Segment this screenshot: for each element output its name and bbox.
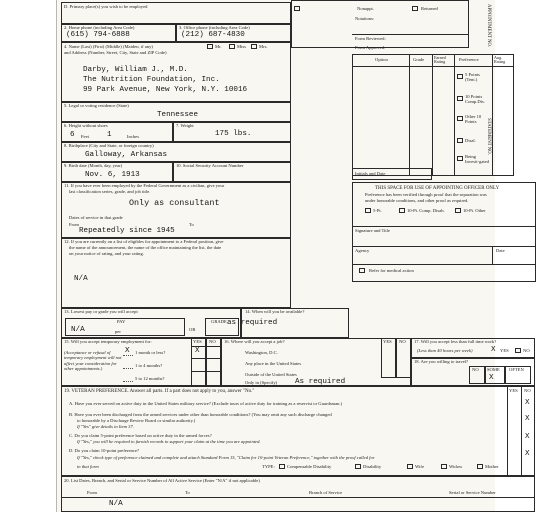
mrs-label: Miss <box>237 44 246 49</box>
height-inches-value: 1 <box>107 131 112 139</box>
item-20-branch: Branch of Service <box>309 490 343 495</box>
type-label: TYPE: <box>262 464 275 469</box>
returned-checkbox[interactable] <box>412 6 418 11</box>
col-option-label: Option <box>375 57 388 62</box>
form-approved-label: Form Approved: <box>355 45 386 50</box>
notations-label: Notations: <box>355 16 375 21</box>
item-15-mark: X <box>125 347 130 355</box>
item-17-mark: X <box>491 346 496 354</box>
type-mother-checkbox[interactable] <box>477 464 483 469</box>
application-form-page <box>56 0 531 512</box>
item-12-label-1: 12. If you are currently on a list of eligibles for appointment to a Federal position, give <box>64 239 224 244</box>
to-label: To <box>189 222 194 227</box>
item-11-label-2: last classification series, grade, and job title. <box>69 189 151 194</box>
item-14-label: 14. When will you be available? <box>245 309 305 314</box>
appointing-line-2: under honorable conditions, and other proof as required. <box>365 198 469 203</box>
item-15-row-rule-2 <box>191 358 221 359</box>
rating-table-header-rule <box>352 66 514 67</box>
agency-rule <box>352 246 536 247</box>
appt-5pt-checkbox[interactable] <box>365 208 371 213</box>
medical-rule <box>352 264 536 265</box>
item-15-yes-label: YES <box>193 339 202 344</box>
item-18-mark: X <box>489 374 494 382</box>
agency-label: Agency <box>355 248 370 253</box>
agency-date-divider <box>492 246 493 264</box>
type-comp-disability-checkbox[interactable] <box>279 464 285 469</box>
name-line-3: 99 Park Avenue, New York, N.Y. 10016 <box>83 86 248 94</box>
birthplace-value: Galloway, Arkansas <box>85 151 168 159</box>
item-15-row-rule-3 <box>191 371 221 372</box>
from-label: From <box>69 222 79 227</box>
pref-investigated-checkbox[interactable] <box>457 156 463 161</box>
grade-label: GRADE <box>211 319 227 324</box>
pref-10pt-comp-checkbox[interactable] <box>457 96 463 101</box>
item-19-b-2: to honorable by a Discharge Review Board or similar authority.) <box>77 418 196 423</box>
side-statement-text: STATEMENT NO. <box>486 118 491 155</box>
item-17-no-checkbox[interactable] <box>515 348 521 353</box>
pay-label: PAY <box>117 319 126 324</box>
item-15-opt-3: 5 to 12 months? <box>135 376 165 381</box>
nonappt-label: Nonappt. <box>357 6 374 11</box>
pref-5pt-label: 5 Points (Tent.) <box>465 72 480 82</box>
col-earned-label: Earned Rating <box>434 55 446 65</box>
type-widow-label: Widow <box>449 464 463 469</box>
item-16-no-label: NO <box>399 339 406 344</box>
miss-label: Mrs. <box>259 44 268 49</box>
medical-checkbox[interactable] <box>359 268 365 273</box>
item-19-no-col <box>521 386 522 476</box>
item-20-value: N/A <box>109 500 123 508</box>
item-19-c-1: C. Do you claim 5-point preference based on active duty in the armed forces? <box>69 433 212 438</box>
home-phone-label: 2. Home phone (including Area Code) <box>64 25 135 30</box>
pay-value: N/A <box>71 326 85 334</box>
item-16-opt-4: Only in (Specify) <box>245 380 278 385</box>
pref-5pt-checkbox[interactable] <box>457 74 463 79</box>
item-18-opt-often: OFTEN <box>509 367 524 372</box>
col-aug-label: Aug. Rating <box>494 55 506 65</box>
rating-col-1 <box>409 54 410 176</box>
item-19-b-mark: X <box>525 415 530 423</box>
item-19-yes-label: YES <box>509 388 518 393</box>
rating-col-2 <box>432 54 433 176</box>
dates-value: Repeatedly since 1945 <box>79 227 175 235</box>
birthplace-label: 8. Birthplace (City and State, or foreign country) <box>64 143 154 148</box>
item-16-label: 16. Where will you accept a job? <box>224 339 285 344</box>
side-appointment-text: APPOINTMENT NO. <box>486 4 491 48</box>
pref-disal-label: Disal. <box>465 138 476 143</box>
item-19-c-mark: X <box>525 433 530 441</box>
item-15-label: 15. Will you accept temporary employment for: <box>64 339 152 344</box>
returned-label: Returned <box>421 6 438 11</box>
height-feet-unit: Feet <box>81 134 89 139</box>
item-12-value: N/A <box>74 275 88 283</box>
item-15-note: (Acceptance or refusal of temporary employment will not affect your consideration for other appointments.) <box>64 350 122 371</box>
item-19-no-label: NO <box>524 388 531 393</box>
item-19-c-2: If "Yes," you will be required to furnish records to support your claim at the time you are appointed. <box>77 439 261 444</box>
mr-label: Mr. <box>215 44 222 49</box>
item-13-label: 13. Lowest pay or grade you will accept <box>64 309 138 314</box>
item-18-label: 18. Are you willing to travel? <box>414 359 469 364</box>
weight-value: 175 lbs. <box>215 130 252 138</box>
item-12-label-3: on your notice of rating, and your rating. <box>69 251 144 256</box>
or-label: OR <box>189 327 196 332</box>
item-20-label: 20. List Dates, Branch, and Serial or Service Number of All Active Service (Enter "N/A" if not applicable) <box>64 478 260 483</box>
per-label: per <box>115 329 121 334</box>
item-19-d-3: in that form <box>77 464 99 469</box>
appt-10pt-other-label: 10-Pt. Other <box>463 208 486 213</box>
item-19-d-mark: X <box>525 450 530 458</box>
type-mother-label: Mother <box>485 464 499 469</box>
type-disability-checkbox[interactable] <box>355 464 361 469</box>
initials-label: Initials and Date <box>355 171 386 176</box>
miss-checkbox[interactable] <box>251 44 257 49</box>
item-11-label-1: 11. If you have ever been employed by the Federal Government as a civilian, give your <box>64 183 225 188</box>
signature-rule <box>352 226 536 227</box>
item-17-sub: (Less than 40 hours per week) <box>417 348 473 353</box>
pref-other-label: Other 10 Points <box>465 114 482 124</box>
item-19-a: A. Have you ever served on active duty in the United States military service? (Exclude tours of active duty for training as a reservist or Guardsman.) <box>69 401 343 406</box>
pref-disal-checkbox[interactable] <box>457 138 463 143</box>
address-label: and Address (Number, Street, City, State and ZIP Code) <box>64 50 167 55</box>
item-18-opt-some: SOME <box>487 367 500 372</box>
item-19-yes-col <box>507 386 508 476</box>
signature-label: Signature and Title <box>355 228 390 233</box>
office-phone-label: 3. Office phone (including Area Code) <box>179 25 250 30</box>
item-15-blank-3 <box>123 381 133 382</box>
col-grade-label: Grade <box>413 57 425 62</box>
item-19-label: 19. VETERAN PREFERENCE. Answer all parts. If a part does not apply to you, answer "No." <box>64 389 255 394</box>
item-15-blank-2 <box>123 368 133 369</box>
pref-10pt-comp-label: 10 Points Comp.Dis. <box>465 94 485 104</box>
mrs-checkbox[interactable] <box>229 44 235 49</box>
ssn-label: 10. Social Security Account Number <box>176 163 244 168</box>
item-15-no-label: NO <box>209 339 216 344</box>
item-16-opt-2: Any place in the United States <box>245 361 302 366</box>
item-18-opt-no: NO <box>472 367 479 372</box>
item-20-rule <box>61 497 535 498</box>
appt-10pt-comp-label: 10-Pt. Comp. Disab. <box>407 208 445 213</box>
notations-rule <box>352 34 469 35</box>
item-20-to: To <box>185 490 190 495</box>
weight-label: 7. Weight <box>176 123 194 128</box>
item-15-opt-1: 1 month or less? <box>135 350 166 355</box>
type-disability-label: Disability <box>363 464 382 469</box>
appt-10pt-other-checkbox[interactable] <box>455 208 461 213</box>
item-19-b-3: If "Yes" give details in Item 37. <box>77 424 134 429</box>
medical-label: Refer for medical action <box>369 268 414 273</box>
name-line-2: The Nutrition Foundation, Inc. <box>83 76 220 84</box>
item-11-value: Only as consultant <box>129 198 220 208</box>
appointing-title: THIS SPACE FOR USE OF APPOINTING OFFICER ONLY <box>375 186 500 191</box>
type-comp-disability-label: Compensable Disability <box>287 464 332 469</box>
item-17-label: 17. Will you accept less than full time work? <box>414 339 497 344</box>
name-line-1: Darby, William J., M.D. <box>83 66 188 74</box>
item-19-d-2: If "Yes," check type of preference claimed and complete and attach Standard Form 15, "Claim for 10-point Veteran Preference," together with the proof called for <box>77 455 375 460</box>
item-16-opt-3: Outside of the United States <box>245 372 297 377</box>
type-wife-label: Wife <box>415 464 424 469</box>
birthdate-value: Nov. 6, 1913 <box>85 171 140 179</box>
type-widow-checkbox[interactable] <box>441 464 447 469</box>
date-label: Date <box>496 248 505 253</box>
form-reviewed-label: Form Reviewed: <box>355 36 386 41</box>
mr-checkbox[interactable] <box>207 44 213 49</box>
home-phone-value: (615) 794-6888 <box>66 31 130 39</box>
height-label: 6. Height without shoes <box>64 123 108 128</box>
height-inches-unit: Inches <box>127 134 139 139</box>
item-15-opt-2: 1 to 4 months? <box>135 363 163 368</box>
pref-other-checkbox[interactable] <box>457 116 463 121</box>
item-17-no-label: NO <box>523 348 530 353</box>
item-16-value: As required <box>295 378 346 386</box>
rating-col-3 <box>454 54 455 176</box>
appt-5pt-label: 5-Pt. <box>373 208 382 213</box>
height-feet-value: 6 <box>70 131 75 139</box>
item-19-d-1: D. Do you claim 10-point preference? <box>69 448 139 453</box>
col-preference-label: Preference <box>459 57 479 62</box>
name-label: 4. Name (Last) (First) (Middle) (Maiden, if any) <box>64 44 153 49</box>
item-d-label: D. Primary place(s) you wish to be employed <box>64 4 148 9</box>
office-phone-value: (212) 687-4830 <box>181 31 245 39</box>
item-14-value: as required <box>227 319 278 327</box>
birthdate-label: 9. Birth date (Month, day, year) <box>64 163 123 168</box>
nonappt-checkbox[interactable] <box>294 6 300 11</box>
type-wife-checkbox[interactable] <box>407 464 413 469</box>
item-20-from: From <box>87 490 97 495</box>
item-15-yes-mark: X <box>195 347 200 355</box>
appt-10pt-comp-checkbox[interactable] <box>399 208 405 213</box>
rating-col-4 <box>492 54 493 176</box>
item-19-b-1: B. Have you ever been discharged from the armed services under other than honorable conditions? (You may omit any such discharge changed <box>69 412 332 417</box>
item-16-opt-1: Washington, D.C. <box>245 350 278 355</box>
appointing-line-1: Preference has been verified through proof that the separation was <box>365 192 487 197</box>
item-17-yes-label: YES <box>500 348 509 353</box>
item-19-a-mark: X <box>525 399 530 407</box>
dates-grade-label: Dates of service in that grade <box>69 215 123 220</box>
item-19-box <box>61 386 535 476</box>
pref-investigated-label: Being Investi-gated <box>465 154 489 164</box>
legal-residence-value: Tennessee <box>157 111 199 119</box>
item-20-serial: Serial or Service Number <box>449 490 496 495</box>
item-12-label-2: the name of the announcement, the name of the office maintaining the list, the date <box>69 245 222 250</box>
legal-residence-label: 5. Legal or voting residence (State) <box>64 103 129 108</box>
item-16-yes-label: YES <box>383 339 392 344</box>
